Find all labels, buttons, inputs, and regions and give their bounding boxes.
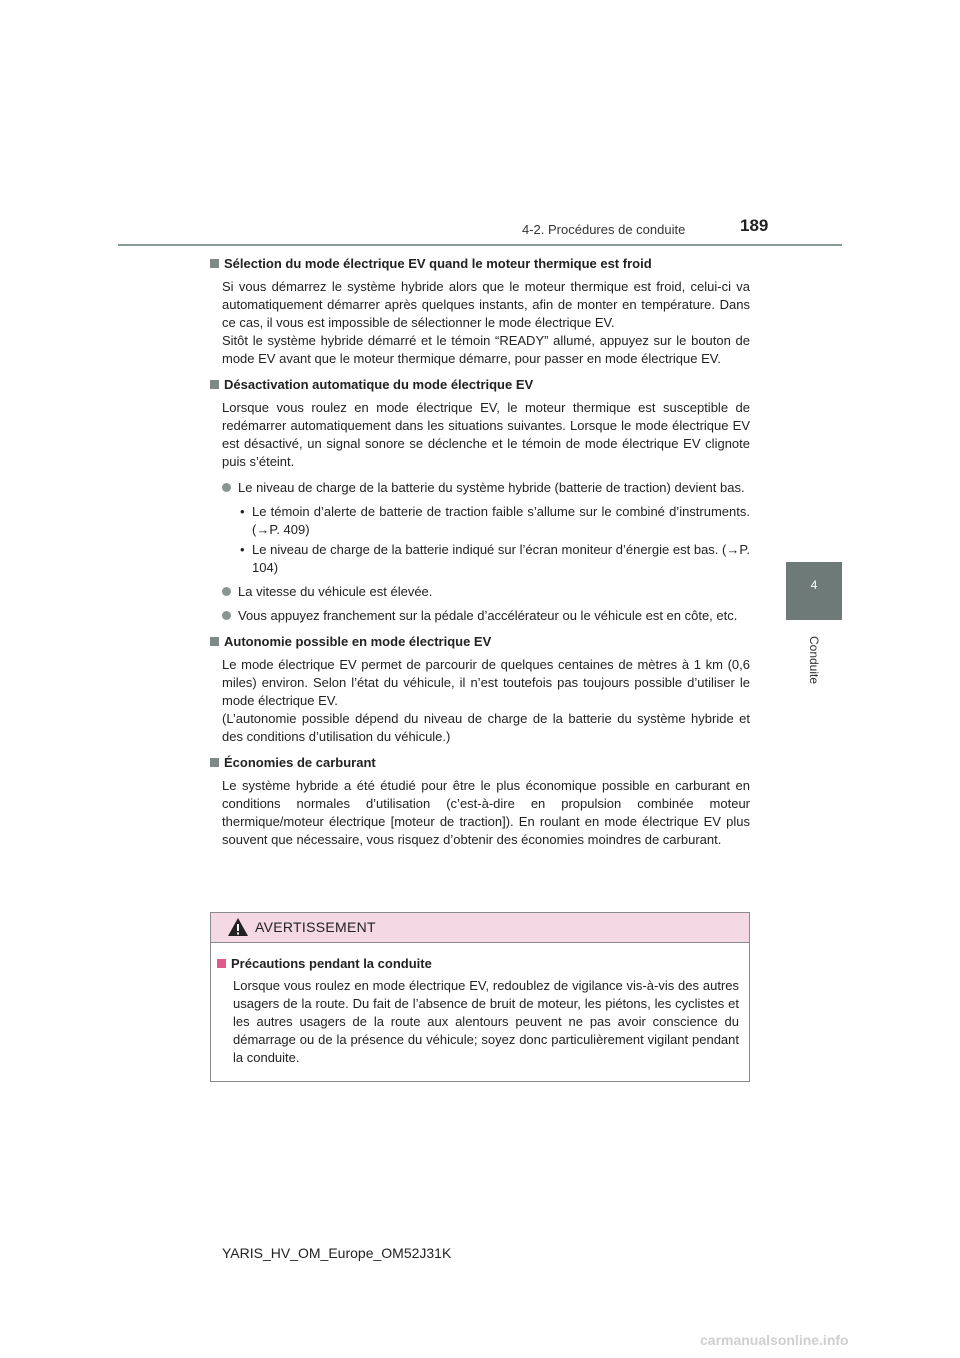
- square-bullet-icon: [217, 959, 226, 968]
- warning-title: AVERTISSEMENT: [255, 919, 376, 935]
- section-paragraph: Sitôt le système hybride démarré et le témoin “READY” allumé, appuyez sur le bouton de mode EV avant que le moteur thermique démarre, pour passer en mode électrique EV.: [222, 333, 750, 366]
- chapter-tab-label: Conduite: [807, 635, 821, 685]
- round-bullet-icon: [222, 587, 231, 596]
- square-bullet-icon: [210, 259, 219, 268]
- section-paragraph: (L’autonomie possible dépend du niveau de charge de la batterie du système hybride et des conditions d’utilisation du véhicule.): [222, 711, 750, 744]
- chapter-tab-number: 4: [810, 578, 818, 592]
- sub-list-item: • Le témoin d’alerte de batterie de traction faible s’allume sur le combiné d’instruments. (→P. 409): [240, 504, 750, 537]
- section-heading: Sélection du mode électrique EV quand le moteur thermique est froid: [210, 255, 750, 273]
- section-paragraph: Si vous démarrez le système hybride alors que le moteur thermique est froid, celui-ci va automatiquement démarrer après quelques instants, afin de monter en température. Dans ce cas, il vous est impossible de sélectionner le mode électrique EV.: [222, 279, 750, 330]
- warning-body: [211, 943, 749, 1067]
- round-bullet-icon: [222, 483, 231, 492]
- header-section-title: 4-2. Procédures de conduite: [522, 222, 686, 237]
- section-ev-auto-deactivation: [210, 376, 750, 625]
- section-ev-cold-engine: [210, 255, 750, 368]
- square-bullet-icon: [210, 758, 219, 767]
- warning-heading: Précautions pendant la conduite: [217, 955, 739, 973]
- square-bullet-icon: [210, 380, 219, 389]
- section-heading: Économies de carburant: [210, 754, 750, 772]
- watermark: carmanualsonline.info: [700, 1332, 849, 1348]
- section-ev-range: [210, 633, 750, 746]
- warning-triangle-icon: [227, 917, 249, 937]
- footer-doc-id: YARIS_HV_OM_Europe_OM52J31K: [222, 1245, 452, 1261]
- section-paragraph: Le système hybride a été étudié pour être le plus économique possible en carburant en conditions normales d’utilisation (c’est-à-dire en propulsion combinée moteur thermique/moteur électrique [moteur de traction]). En roulant en mode électrique EV plus souvent que nécessaire, vous risquez d’obtenir des économies moindres de carburant.: [222, 778, 750, 847]
- warning-paragraph: Lorsque vous roulez en mode électrique EV, redoublez de vigilance vis-à-vis des autres usagers de la route. Du fait de l’absence de bruit de moteur, les piétons, les cyclistes et les autres usagers de la route aux alentours peuvent ne pas avoir conscience du démarrage ou de la présence du véhicule; soyez donc particulièrement vigilant pendant la conduite.: [233, 978, 739, 1065]
- section-heading: Autonomie possible en mode électrique EV: [210, 633, 750, 651]
- section-paragraph: Le mode électrique EV permet de parcourir de quelques centaines de mètres à 1 km (0,6 miles) environ. Selon l’état du véhicule, il n’est toutefois pas toujours possible d’utiliser le mode électrique EV.: [222, 657, 750, 708]
- list-item: Le niveau de charge de la batterie du système hybride (batterie de traction) devient bas.: [210, 479, 750, 497]
- section-heading: Désactivation automatique du mode électrique EV: [210, 376, 750, 394]
- section-paragraph: Lorsque vous roulez en mode électrique EV, le moteur thermique est susceptible de redémarrer automatiquement dans les situations suivantes. Lorsque le mode électrique EV est désactivé, un signal sonore se déclenche et le témoin de mode électrique EV clignote puis s’éteint.: [222, 400, 750, 469]
- list-item: La vitesse du véhicule est élevée.: [210, 583, 750, 601]
- header-divider: [118, 244, 842, 246]
- list-item: Vous appuyez franchement sur la pédale d’accélérateur ou le véhicule est en côte, etc.: [210, 607, 750, 625]
- round-bullet-icon: [222, 611, 231, 620]
- sub-list-item: • Le niveau de charge de la batterie indiqué sur l’écran moniteur d’énergie est bas. (→P. 104): [240, 542, 750, 575]
- main-content: [210, 255, 750, 857]
- warning-header: [211, 913, 749, 943]
- square-bullet-icon: [210, 637, 219, 646]
- page-number: 189: [740, 216, 769, 235]
- warning-box: [210, 912, 750, 1082]
- section-fuel-economy: [210, 754, 750, 849]
